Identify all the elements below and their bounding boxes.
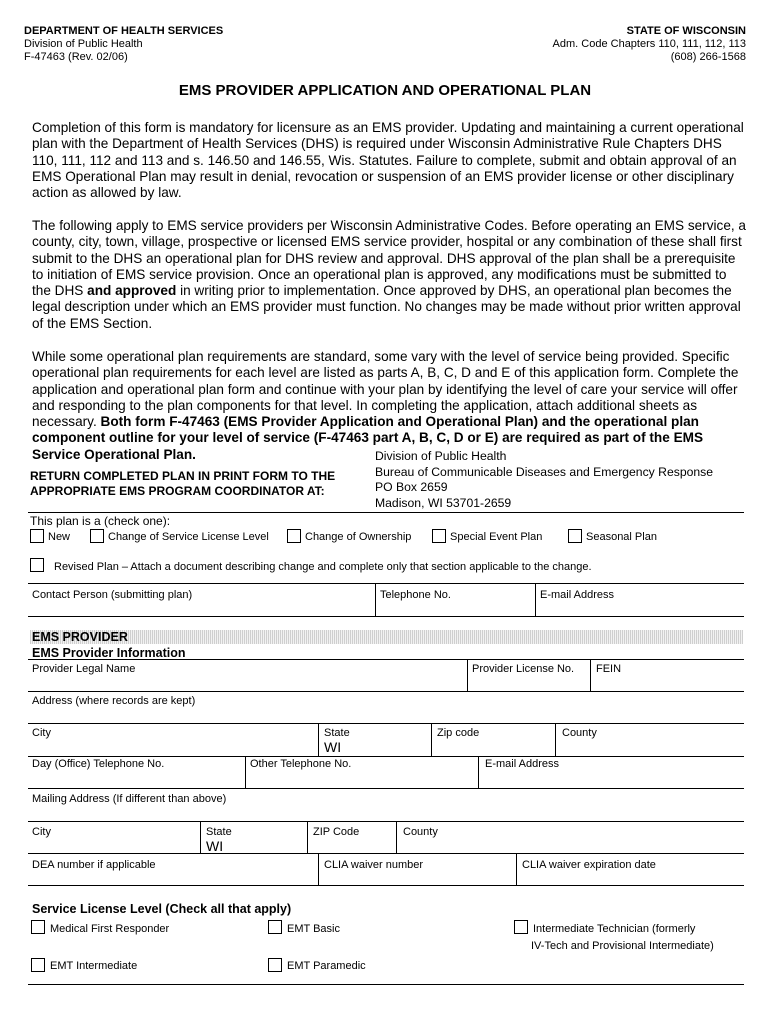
- change-ownership-checkbox[interactable]: [287, 529, 301, 543]
- new-label: New: [48, 531, 71, 543]
- change-service-level-checkbox[interactable]: [90, 529, 104, 543]
- mailing-state-field[interactable]: State: [206, 826, 232, 838]
- emt-paramedic-label: EMT Paramedic: [287, 960, 366, 972]
- emt-intermediate-checkbox[interactable]: [31, 958, 45, 972]
- intro-paragraph-1: Completion of this form is mandatory for licensure as an EMS provider. Updating and maintaining a current operational plan with the Department of Health Services (DHS) is required under Wisconsin Administrative Rule Chapters DHS 110, 111, 112 and 113 and s. 146.50 and 146.55, Wis. Statutes. Failure to complete, submit and obtain approval of an EMS Operational Plan may result in denial, revocation or suspension of an EMS provider license or other disciplinary action as allowed by law.: [32, 120, 744, 201]
- admin-code: Adm. Code Chapters 110, 111, 112, 113: [552, 38, 746, 50]
- page-title: EMS PROVIDER APPLICATION AND OPERATIONAL PLAN: [178, 82, 592, 99]
- division-name: Division of Public Health: [24, 38, 143, 50]
- form-number: F-47463 (Rev. 02/06): [24, 51, 128, 63]
- provider-legal-name-field[interactable]: Provider Legal Name: [32, 663, 136, 675]
- header-phone: (608) 266-1568: [670, 51, 746, 63]
- emt-basic-label: EMT Basic: [287, 923, 340, 935]
- section-bar: [30, 630, 743, 644]
- mailing-state-value: WI: [206, 838, 224, 854]
- intro-paragraph-3: While some operational plan requirements are standard, some vary with the level of service being provided. Specific operational plan requirements for each level are listed as parts A, B, C, D and E of this application form. Complete the application and operational plan form and continue with your plan by identifying the level of care your service will offer and responding to the plan components for that level. In completing the application, attach additional sheets as necessary. Both form F-47463 (EMS Provider Application and Operational Plan) and the operational plan component outline for your level of service (F-47463 part A, B, C, D or E) are required as part of the EMS Service Operational Plan.: [32, 349, 739, 462]
- clia-waiver-field[interactable]: CLIA waiver number: [324, 859, 424, 871]
- provider-email-field[interactable]: E-mail Address: [485, 758, 559, 770]
- emt-basic-checkbox[interactable]: [268, 920, 282, 934]
- mailing-county-field[interactable]: County: [403, 826, 438, 838]
- contact-telephone-field[interactable]: Telephone No.: [380, 589, 451, 601]
- return-instructions: RETURN COMPLETED PLAN IN PRINT FORM TO THE APPROPRIATE EMS PROGRAM COORDINATOR AT:: [30, 469, 336, 498]
- other-phone-field[interactable]: Other Telephone No.: [250, 758, 352, 770]
- zip-field[interactable]: Zip code: [437, 727, 480, 739]
- emt-paramedic-checkbox[interactable]: [268, 958, 282, 972]
- mailing-zip-field[interactable]: ZIP Code: [313, 826, 360, 838]
- county-field[interactable]: County: [562, 727, 597, 739]
- change-service-level-label: Change of Service License Level: [108, 531, 269, 543]
- intermediate-technician-checkbox[interactable]: [514, 920, 528, 934]
- day-phone-field[interactable]: Day (Office) Telephone No.: [32, 758, 165, 770]
- plan-type-label: This plan is a (check one):: [30, 514, 171, 528]
- special-event-checkbox[interactable]: [432, 529, 446, 543]
- provider-license-field[interactable]: Provider License No.: [472, 663, 575, 675]
- emt-intermediate-label: EMT Intermediate: [50, 960, 138, 972]
- special-event-label: Special Event Plan: [450, 531, 543, 543]
- clia-expiration-field[interactable]: CLIA waiver expiration date: [522, 859, 656, 871]
- department-name: DEPARTMENT OF HEALTH SERVICES: [24, 25, 224, 37]
- license-level-heading: Service License Level (Check all that apply): [32, 902, 292, 916]
- mailing-city-field[interactable]: City: [32, 826, 51, 838]
- state-field[interactable]: State: [324, 727, 350, 739]
- fein-field[interactable]: FEIN: [596, 663, 622, 675]
- city-field[interactable]: City: [32, 727, 51, 739]
- state-value: WI: [324, 739, 342, 755]
- state-name: STATE OF WISCONSIN: [626, 25, 746, 37]
- revised-plan-checkbox[interactable]: [30, 558, 44, 572]
- seasonal-plan-checkbox[interactable]: [568, 529, 582, 543]
- contact-email-field[interactable]: E-mail Address: [540, 589, 614, 601]
- seasonal-plan-label: Seasonal Plan: [586, 531, 657, 543]
- medical-first-responder-checkbox[interactable]: [31, 920, 45, 934]
- mailing-address-field[interactable]: Mailing Address (If different than above): [32, 793, 227, 805]
- intermediate-technician-label: Intermediate Technician (formerly: [533, 923, 696, 935]
- revised-plan-label: Revised Plan – Attach a document describing change and complete only that section applicable to the change.: [54, 561, 592, 573]
- contact-person-field[interactable]: Contact Person (submitting plan): [32, 589, 193, 601]
- ems-provider-subheading: EMS Provider Information: [32, 646, 186, 660]
- return-address: Division of Public Health Bureau of Communicable Diseases and Emergency Response PO Box 2659 Madison, WI 53701-2659: [375, 449, 714, 510]
- intermediate-technician-note: IV-Tech and Provisional Intermediate): [531, 940, 714, 952]
- medical-first-responder-label: Medical First Responder: [50, 923, 170, 935]
- intro-paragraph-2: The following apply to EMS service providers per Wisconsin Administrative Codes. Before operating an EMS service, a county, city, town, village, prospective or licensed EMS service provider, hospital or any combination of these shall first submit to the DHS an operational plan for DHS review and approval. DHS approval of the plan shall be a prerequisite to initiation of EMS service provision. Once an operational plan is approved, any modifications must be submitted to the DHS and approved in writing prior to implementation. Once approved by DHS, an operational plan becomes the legal description under which an EMS provider must function. No changes may be made without prior written approval of the EMS Section.: [32, 218, 746, 331]
- ems-provider-heading: EMS PROVIDER: [32, 630, 128, 644]
- change-ownership-label: Change of Ownership: [305, 531, 412, 543]
- new-checkbox[interactable]: [30, 529, 44, 543]
- address-field[interactable]: Address (where records are kept): [32, 695, 196, 707]
- dea-number-field[interactable]: DEA number if applicable: [32, 859, 156, 871]
